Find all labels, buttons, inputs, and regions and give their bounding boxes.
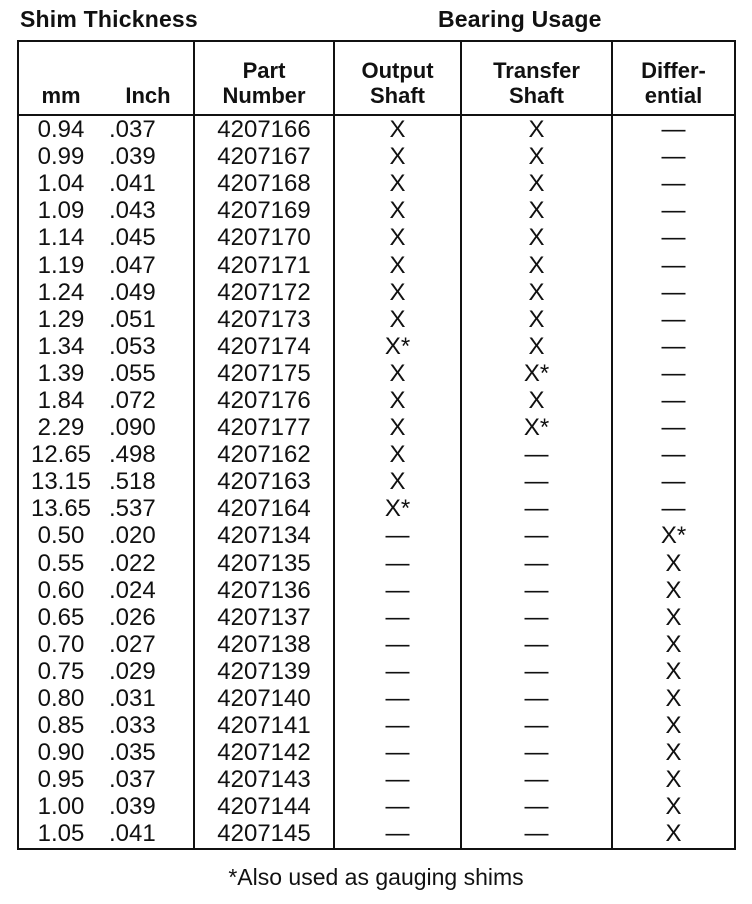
- column-header-part-number-line2: Number: [222, 83, 306, 108]
- cell-part-number: 4207171: [194, 251, 334, 278]
- cell-differential: —: [612, 170, 735, 197]
- cell-part-number: 4207138: [194, 631, 334, 658]
- cell-inch: .518: [109, 468, 156, 496]
- table-row: [18, 360, 735, 387]
- cell-part-number: 4207136: [194, 577, 334, 604]
- cell-output-shaft: X: [334, 387, 461, 414]
- cell-output-shaft: X: [334, 170, 461, 197]
- table-row: [18, 333, 735, 360]
- cell-transfer-shaft: —: [461, 441, 612, 468]
- cell-inch: .041: [103, 820, 194, 848]
- cell-part-number: 4207140: [194, 685, 334, 712]
- cell-differential: X: [612, 766, 735, 793]
- cell-part-number: 4207144: [194, 793, 334, 820]
- cell-inch: .498: [109, 441, 156, 469]
- cell-mm: 1.14: [18, 224, 103, 251]
- cell-differential: —: [612, 333, 735, 360]
- table-row: [18, 441, 735, 468]
- table-row: [18, 604, 735, 631]
- cell-transfer-shaft: —: [461, 658, 612, 685]
- cell-output-shaft: X: [334, 143, 461, 170]
- cell-transfer-shaft: —: [461, 522, 612, 549]
- column-header-output-shaft-line1: Output: [361, 58, 434, 83]
- cell-differential: X: [612, 631, 735, 658]
- cell-part-number: 4207166: [194, 115, 334, 143]
- cell-part-number: 4207169: [194, 197, 334, 224]
- cell-mm: 13.65: [18, 495, 103, 522]
- cell-inch: .029: [109, 657, 156, 685]
- cell-inch: .537: [109, 495, 156, 523]
- cell-inch: .026: [109, 603, 156, 631]
- cell-mm: 0.80: [18, 685, 103, 712]
- cell-mm: 1.29: [18, 306, 103, 333]
- cell-transfer-shaft: —: [461, 712, 612, 739]
- cell-output-shaft: X: [334, 360, 461, 387]
- table-row: [18, 387, 735, 414]
- header-row: [18, 41, 735, 115]
- cell-inch: .022: [109, 549, 156, 577]
- cell-output-shaft: —: [334, 712, 461, 739]
- cell-output-shaft: X: [334, 115, 461, 143]
- cell-inch: .024: [109, 576, 156, 604]
- table-row: [18, 577, 735, 604]
- cell-inch: .051: [109, 305, 156, 333]
- cell-transfer-shaft: —: [461, 766, 612, 793]
- cell-differential: —: [612, 115, 735, 143]
- table-row: [18, 197, 735, 224]
- cell-differential: X: [612, 793, 735, 820]
- footnote: *Also used as gauging shims: [228, 864, 524, 890]
- cell-output-shaft: —: [334, 577, 461, 604]
- cell-transfer-shaft: X*: [461, 360, 612, 387]
- cell-mm: 1.00: [18, 793, 103, 820]
- cell-output-shaft: X: [334, 306, 461, 333]
- cell-differential: —: [612, 224, 735, 251]
- cell-mm: 1.05: [18, 820, 103, 848]
- cell-part-number: 4207162: [194, 441, 334, 468]
- cell-mm: 0.60: [18, 577, 103, 604]
- cell-differential: —: [612, 279, 735, 306]
- cell-inch: .072: [109, 386, 156, 414]
- cell-transfer-shaft: X: [461, 115, 612, 143]
- table-row: [18, 170, 735, 197]
- cell-differential: X: [612, 739, 735, 766]
- cell-output-shaft: —: [334, 820, 461, 848]
- table-row: [18, 550, 735, 577]
- table-row: [18, 115, 735, 143]
- cell-inch: .037: [109, 116, 156, 144]
- cell-output-shaft: —: [334, 604, 461, 631]
- cell-inch: .049: [109, 278, 156, 306]
- cell-differential: —: [612, 143, 735, 170]
- column-header-inch-label: Inch: [125, 83, 171, 108]
- table-body: [18, 115, 735, 849]
- cell-differential: —: [612, 441, 735, 468]
- cell-output-shaft: X: [334, 414, 461, 441]
- cell-part-number: 4207141: [194, 712, 334, 739]
- cell-inch: .027: [109, 630, 156, 658]
- column-header-part-number: [194, 41, 334, 115]
- cell-part-number: 4207173: [194, 306, 334, 333]
- cell-transfer-shaft: X: [461, 170, 612, 197]
- column-header-mm: [18, 41, 103, 115]
- cell-output-shaft: X: [334, 251, 461, 278]
- cell-part-number: 4207163: [194, 468, 334, 495]
- column-header-transfer-shaft-line2: Shaft: [509, 83, 564, 108]
- cell-mm: 1.34: [18, 333, 103, 360]
- cell-part-number: 4207135: [194, 550, 334, 577]
- table-row: [18, 712, 735, 739]
- cell-part-number: 4207170: [194, 224, 334, 251]
- cell-differential: —: [612, 251, 735, 278]
- table-row: [18, 658, 735, 685]
- table-row: [18, 766, 735, 793]
- table-row: [18, 685, 735, 712]
- cell-part-number: 4207177: [194, 414, 334, 441]
- cell-transfer-shaft: X: [461, 306, 612, 333]
- cell-mm: 1.19: [18, 251, 103, 278]
- table-row: [18, 793, 735, 820]
- cell-part-number: 4207137: [194, 604, 334, 631]
- cell-differential: X: [612, 550, 735, 577]
- cell-part-number: 4207143: [194, 766, 334, 793]
- column-header-differential-line1: Differ-: [641, 58, 706, 83]
- cell-output-shaft: —: [334, 550, 461, 577]
- table-row: [18, 820, 735, 848]
- cell-output-shaft: X*: [334, 333, 461, 360]
- cell-transfer-shaft: —: [461, 820, 612, 848]
- cell-differential: X: [612, 604, 735, 631]
- cell-mm: 1.24: [18, 279, 103, 306]
- cell-transfer-shaft: —: [461, 739, 612, 766]
- cell-differential: —: [612, 197, 735, 224]
- cell-inch: .053: [109, 332, 156, 360]
- table-row: [18, 251, 735, 278]
- cell-inch: .043: [109, 197, 156, 225]
- cell-transfer-shaft: X*: [461, 414, 612, 441]
- cell-output-shaft: X: [334, 279, 461, 306]
- cell-mm: 1.09: [18, 197, 103, 224]
- cell-inch: .039: [109, 143, 156, 171]
- cell-differential: X: [612, 658, 735, 685]
- cell-differential: X: [612, 712, 735, 739]
- cell-differential: —: [612, 360, 735, 387]
- cell-mm: 0.85: [18, 712, 103, 739]
- cell-differential: X*: [612, 522, 735, 549]
- cell-transfer-shaft: X: [461, 143, 612, 170]
- table-row: [18, 224, 735, 251]
- cell-inch: .047: [109, 251, 156, 279]
- table-row: [18, 279, 735, 306]
- column-header-differential: [612, 41, 735, 115]
- cell-differential: X: [612, 577, 735, 604]
- cell-output-shaft: —: [334, 631, 461, 658]
- cell-transfer-shaft: X: [461, 333, 612, 360]
- cell-inch: .033: [109, 712, 156, 740]
- column-header-part-number-line1: Part: [242, 58, 286, 83]
- cell-part-number: 4207142: [194, 739, 334, 766]
- cell-part-number: 4207168: [194, 170, 334, 197]
- cell-differential: —: [612, 414, 735, 441]
- bearing-usage-group-header: Bearing Usage: [438, 6, 602, 32]
- cell-inch: .035: [109, 739, 156, 767]
- cell-part-number: 4207167: [194, 143, 334, 170]
- cell-differential: —: [612, 495, 735, 522]
- cell-inch: .090: [109, 414, 156, 442]
- cell-transfer-shaft: X: [461, 224, 612, 251]
- column-header-output-shaft-line2: Shaft: [370, 83, 425, 108]
- table-row: [18, 495, 735, 522]
- cell-transfer-shaft: X: [461, 279, 612, 306]
- cell-transfer-shaft: —: [461, 550, 612, 577]
- table-row: [18, 414, 735, 441]
- cell-mm: 1.04: [18, 170, 103, 197]
- column-header-output-shaft: [334, 41, 461, 115]
- cell-differential: X: [612, 685, 735, 712]
- cell-transfer-shaft: —: [461, 685, 612, 712]
- cell-output-shaft: X: [334, 468, 461, 495]
- table-row: [18, 306, 735, 333]
- cell-mm: 0.99: [18, 143, 103, 170]
- cell-part-number: 4207172: [194, 279, 334, 306]
- cell-transfer-shaft: —: [461, 468, 612, 495]
- cell-inch: .041: [109, 170, 156, 198]
- cell-part-number: 4207164: [194, 495, 334, 522]
- cell-mm: 1.84: [18, 387, 103, 414]
- table-header: [18, 41, 735, 115]
- cell-mm: 0.75: [18, 658, 103, 685]
- cell-transfer-shaft: —: [461, 793, 612, 820]
- cell-mm: 0.95: [18, 766, 103, 793]
- cell-differential: —: [612, 387, 735, 414]
- cell-part-number: 4207134: [194, 522, 334, 549]
- cell-output-shaft: —: [334, 739, 461, 766]
- shim-table: [17, 40, 736, 850]
- cell-part-number: 4207174: [194, 333, 334, 360]
- table-row: [18, 739, 735, 766]
- column-header-transfer-shaft-line1: Transfer: [493, 58, 580, 83]
- shim-thickness-group-header: Shim Thickness: [20, 6, 198, 32]
- column-header-mm-label: mm: [41, 83, 81, 108]
- cell-inch: .031: [109, 685, 156, 713]
- cell-output-shaft: —: [334, 685, 461, 712]
- cell-mm: 13.15: [18, 468, 103, 495]
- cell-inch: .020: [109, 522, 156, 550]
- cell-differential: —: [612, 306, 735, 333]
- cell-output-shaft: X*: [334, 495, 461, 522]
- cell-part-number: 4207145: [194, 820, 334, 848]
- cell-transfer-shaft: X: [461, 251, 612, 278]
- cell-output-shaft: —: [334, 766, 461, 793]
- cell-part-number: 4207176: [194, 387, 334, 414]
- cell-mm: 0.55: [18, 550, 103, 577]
- cell-differential: —: [612, 468, 735, 495]
- cell-transfer-shaft: —: [461, 577, 612, 604]
- cell-transfer-shaft: X: [461, 197, 612, 224]
- cell-inch: .037: [109, 766, 156, 794]
- table-row: [18, 143, 735, 170]
- cell-inch: .045: [109, 224, 156, 252]
- column-header-transfer-shaft: [461, 41, 612, 115]
- column-header-inch: [103, 41, 194, 115]
- cell-part-number: 4207175: [194, 360, 334, 387]
- cell-output-shaft: —: [334, 658, 461, 685]
- cell-mm: 12.65: [18, 441, 103, 468]
- cell-inch: .055: [109, 359, 156, 387]
- cell-mm: 0.90: [18, 739, 103, 766]
- cell-output-shaft: X: [334, 441, 461, 468]
- cell-output-shaft: X: [334, 197, 461, 224]
- cell-transfer-shaft: —: [461, 495, 612, 522]
- cell-transfer-shaft: —: [461, 604, 612, 631]
- cell-mm: 0.70: [18, 631, 103, 658]
- cell-output-shaft: —: [334, 522, 461, 549]
- cell-output-shaft: —: [334, 793, 461, 820]
- cell-differential: X: [612, 820, 735, 848]
- cell-output-shaft: X: [334, 224, 461, 251]
- cell-mm: 1.39: [18, 360, 103, 387]
- cell-mm: 0.65: [18, 604, 103, 631]
- cell-transfer-shaft: —: [461, 631, 612, 658]
- column-header-differential-line2: ential: [644, 83, 703, 108]
- cell-mm: 0.50: [18, 522, 103, 549]
- table-row: [18, 468, 735, 495]
- cell-mm: 0.94: [18, 115, 103, 143]
- table-row: [18, 631, 735, 658]
- cell-transfer-shaft: X: [461, 387, 612, 414]
- cell-part-number: 4207139: [194, 658, 334, 685]
- table-row: [18, 522, 735, 549]
- cell-inch: .039: [109, 793, 156, 821]
- cell-mm: 2.29: [18, 414, 103, 441]
